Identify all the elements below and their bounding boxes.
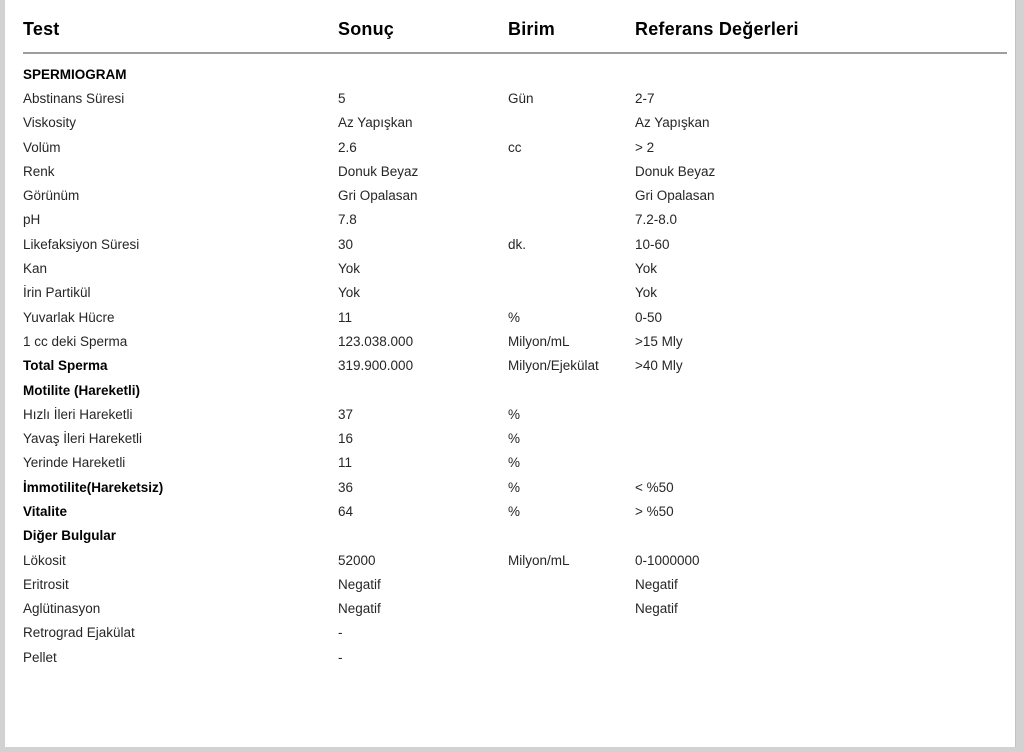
- result-cell: 319.900.000: [338, 358, 414, 374]
- reference-cell: 7.2-8.0: [635, 212, 678, 228]
- lab-result-row: [5, 572, 1015, 596]
- test-name-cell: Renk: [23, 163, 55, 179]
- lab-result-row: [5, 426, 1015, 450]
- test-name-cell: Lökosit: [23, 552, 66, 568]
- result-cell: 11: [338, 309, 353, 325]
- reference-cell: Yok: [635, 285, 658, 301]
- test-name-cell: Pellet: [23, 649, 57, 665]
- reference-cell: Gri Opalasan: [635, 188, 715, 204]
- test-name-cell: 1 cc deki Sperma: [23, 333, 128, 349]
- column-header-result: Sonuç: [338, 18, 395, 39]
- lab-result-row: [5, 305, 1015, 329]
- result-cell: Negatif: [338, 601, 381, 617]
- test-name-cell: Vitalite: [23, 503, 68, 519]
- unit-cell: Milyon/mL: [508, 333, 570, 349]
- reference-cell: >40 Mly: [635, 358, 683, 374]
- lab-result-row: [5, 183, 1015, 207]
- column-header-unit: Birim: [508, 18, 556, 39]
- reference-cell: Negatif: [635, 601, 678, 617]
- lab-result-row: [5, 135, 1015, 159]
- reference-cell: Donuk Beyaz: [635, 163, 716, 179]
- test-name-cell: Diğer Bulgular: [23, 528, 117, 544]
- lab-result-row: [5, 451, 1015, 475]
- result-cell: Donuk Beyaz: [338, 163, 419, 179]
- test-name-cell: Yavaş İleri Hareketli: [23, 431, 143, 447]
- unit-cell: %: [508, 431, 521, 447]
- test-name-cell: Eritrosit: [23, 576, 69, 592]
- result-cell: Negatif: [338, 576, 381, 592]
- result-cell: 123.038.000: [338, 333, 414, 349]
- test-name-cell: Kan: [23, 261, 48, 277]
- section-row-diger-bulgular: [5, 524, 1015, 548]
- result-cell: 52000: [338, 552, 376, 568]
- unit-cell: %: [508, 503, 521, 519]
- lab-result-row: [5, 256, 1015, 280]
- test-name-cell: Yuvarlak Hücre: [23, 309, 115, 325]
- column-header-reference: Referans Değerleri: [635, 18, 799, 39]
- result-cell: 16: [338, 431, 354, 447]
- test-name-cell: İmmotilite(Hareketsiz): [23, 479, 164, 495]
- test-name-cell: Aglütinasyon: [23, 601, 101, 617]
- result-cell: Yok: [338, 261, 361, 277]
- result-cell: 5: [338, 90, 346, 106]
- reference-cell: Negatif: [635, 576, 678, 592]
- reference-cell: Az Yapışkan: [635, 115, 710, 131]
- lab-result-row: [5, 621, 1015, 645]
- lab-result-row: [5, 281, 1015, 305]
- test-name-cell: Görünüm: [23, 188, 80, 204]
- lab-result-row: [5, 354, 1015, 378]
- unit-cell: %: [508, 309, 521, 325]
- unit-cell: dk.: [508, 236, 527, 252]
- result-cell: 30: [338, 236, 354, 252]
- unit-cell: Milyon/mL: [508, 552, 570, 568]
- reference-cell: 10-60: [635, 236, 670, 252]
- test-name-cell: pH: [23, 212, 41, 228]
- reference-cell: 0-1000000: [635, 552, 700, 568]
- test-name-cell: Total Sperma: [23, 358, 108, 374]
- result-cell: 37: [338, 406, 354, 422]
- lab-result-row: [5, 475, 1015, 499]
- result-cell: 64: [338, 503, 354, 519]
- unit-cell: %: [508, 406, 521, 422]
- result-cell: -: [338, 649, 343, 665]
- test-name-cell: Likefaksiyon Süresi: [23, 236, 140, 252]
- section-row-motilite: [5, 378, 1015, 402]
- result-cell: 36: [338, 479, 354, 495]
- results-table-body: [5, 62, 1015, 669]
- unit-cell: %: [508, 455, 521, 471]
- lab-result-row: [5, 597, 1015, 621]
- test-name-cell: Abstinans Süresi: [23, 90, 125, 106]
- lab-result-row: [5, 111, 1015, 135]
- result-cell: 2.6: [338, 139, 357, 155]
- table-header: [5, 14, 1015, 44]
- result-cell: Gri Opalasan: [338, 188, 418, 204]
- lab-report-page: [5, 0, 1016, 747]
- lab-result-row: [5, 159, 1015, 183]
- test-name-cell: Viskosity: [23, 115, 77, 131]
- result-cell: 7.8: [338, 212, 357, 228]
- column-header-test: Test: [23, 18, 60, 39]
- result-cell: Az Yapışkan: [338, 115, 413, 131]
- section-row-spermiogram: [5, 62, 1015, 86]
- unit-cell: cc: [508, 139, 522, 155]
- result-cell: Yok: [338, 285, 361, 301]
- result-cell: 11: [338, 455, 353, 471]
- test-name-cell: Hızlı İleri Hareketli: [23, 406, 133, 422]
- lab-result-row: [5, 329, 1015, 353]
- test-name-cell: Retrograd Ejakülat: [23, 625, 135, 641]
- header-divider: [23, 52, 1007, 54]
- test-name-cell: Yerinde Hareketli: [23, 455, 126, 471]
- test-name-cell: Motilite (Hareketli): [23, 382, 141, 398]
- test-name-cell: SPERMIOGRAM: [23, 66, 127, 82]
- lab-result-row: [5, 645, 1015, 669]
- lab-result-row: [5, 86, 1015, 110]
- reference-cell: > %50: [635, 503, 674, 519]
- unit-cell: Gün: [508, 90, 534, 106]
- reference-cell: 2-7: [635, 90, 655, 106]
- result-cell: -: [338, 625, 343, 641]
- lab-result-row: [5, 402, 1015, 426]
- reference-cell: < %50: [635, 479, 674, 495]
- unit-cell: Milyon/Ejekülat: [508, 358, 599, 374]
- lab-result-row: [5, 499, 1015, 523]
- lab-result-row: [5, 208, 1015, 232]
- reference-cell: Yok: [635, 261, 658, 277]
- lab-result-row: [5, 232, 1015, 256]
- test-name-cell: Volüm: [23, 139, 61, 155]
- test-name-cell: İrin Partikül: [23, 285, 91, 301]
- lab-result-row: [5, 548, 1015, 572]
- reference-cell: > 2: [635, 139, 655, 155]
- unit-cell: %: [508, 479, 521, 495]
- reference-cell: >15 Mly: [635, 333, 683, 349]
- reference-cell: 0-50: [635, 309, 663, 325]
